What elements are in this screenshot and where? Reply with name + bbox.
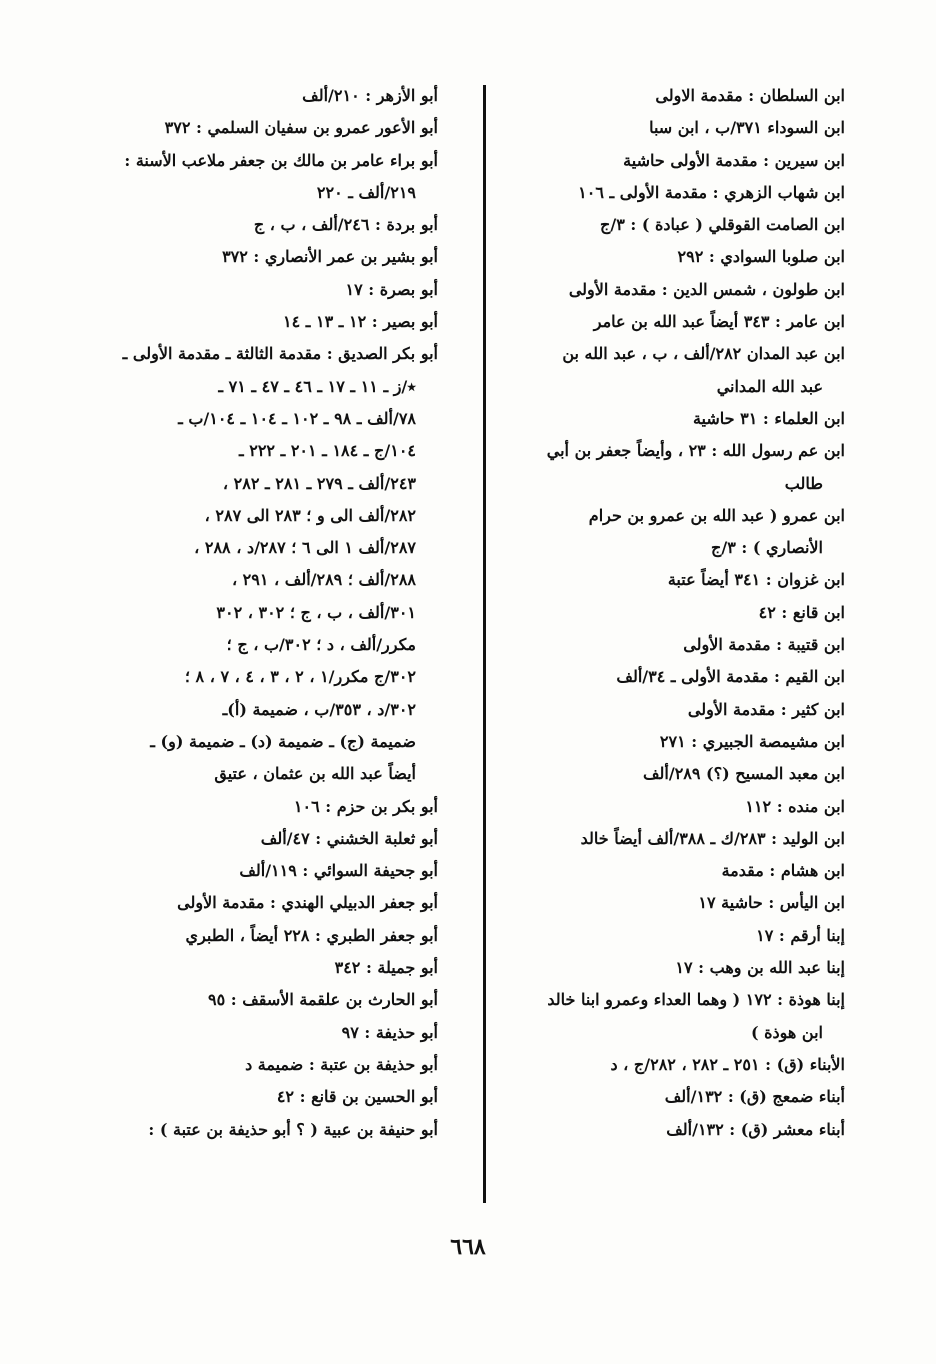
index-entry: أبو بصير : ١٢ ـ ١٣ ـ ١٤ (283, 312, 438, 332)
index-entry: ابن العلماء : ٣١ حاشية (692, 408, 845, 428)
index-entry: ابن قتيبة : مقدمة الأولى (683, 635, 845, 655)
index-entry: أبو جعفر الدبيلي الهندي : مقدمة الأولى (177, 893, 438, 913)
index-entry-continuation: ٣٠٢/ج مكرر/١ ، ٢ ، ٣ ، ٤ ، ٧ ، ٨ ؛ (184, 667, 416, 687)
index-entry: أبو الأزهر : ٢١٠/ألف (302, 86, 438, 105)
index-entry: ابن سيرين : مقدمة الأولى حاشية (623, 150, 845, 170)
index-entry: ابن القيم : مقدمة الأولى ـ ٣٤/ألف (616, 667, 845, 687)
index-entry: إبنا هوذة : ١٧٢ ( وهما العداء وعمرو ابنا خالد (547, 990, 845, 1010)
index-entry: إبنا عبد الله بن وهب : ١٧ (675, 958, 845, 978)
index-entry: ابن عم رسول الله : ٢٣ ، وأيضاً جعفر بن أبي (546, 441, 845, 461)
index-entry: ابن منده : ١١٢ (745, 796, 845, 816)
index-entry-continuation: الأنصاري ) : ٣/ج (711, 538, 823, 558)
index-entry-continuation: ٢١٩/ألف ـ ٢٢٠ (316, 182, 416, 202)
index-entry: ابن غزوان : ٣٤١ أيضاً عتبة (667, 570, 845, 590)
index-entry: أبو بشير بن عمر الأنصاري : ٣٧٢ (222, 247, 438, 267)
column-divider (483, 85, 486, 1203)
index-entry: ابن صلوبا السوادي : ٢٩٢ (677, 247, 845, 267)
index-entry: ابن طولون ، شمس الدين : مقدمة الأولى (568, 279, 845, 299)
index-entry-continuation: ٭/ز ـ ١١ ـ ١٧ ـ ٤٦ ـ ٤٧ ـ ٧١ ـ (218, 376, 416, 396)
index-entry: أبو ثعلبة الخشني : ٤٧/ألف (260, 828, 438, 848)
index-entry: ابن عامر : ٣٤٣ أيضاً عبد الله بن عامر (593, 312, 845, 332)
index-entry: ابن هشام : مقدمة (721, 861, 845, 881)
index-entry: ابن السلطان : مقدمة الاولى (655, 86, 845, 105)
index-entry-continuation: ابن هوذة ) (751, 1022, 823, 1042)
index-entry: ابن السوداء ٣٧١/ب ، ابن سبا (649, 118, 845, 138)
index-entry-continuation: ضميمة (ج) ـ ضميمة (د) ـ ضميمة (و) ـ (150, 731, 416, 751)
index-entry-continuation: ٧٨/ألف ـ ٩٨ ـ ١٠٢ ـ ١٠٤ ـ ١٠٤/ب ـ (178, 408, 416, 428)
page-number: ٦٦٨ (450, 1234, 486, 1260)
index-entry: ابن عبد المدان ٢٨٢/ألف ، ب ، عبد الله بن (562, 344, 845, 364)
index-entry: ابن مشيمصة الجبيري : ٢٧١ (659, 731, 845, 751)
index-entry: ابن معبد المسيح (؟) ٢٨٩/ألف (642, 764, 845, 784)
index-entry: إبنا أرقم : ١٧ (756, 925, 845, 945)
index-entry: أبو جحيفة السوائي : ١١٩/ألف (239, 861, 438, 881)
index-entry: أبو حنيفة بن عبية ( ؟ أبو حذيفة بن عتبة ) : (148, 1119, 438, 1139)
index-entry-continuation: ٢٨٧/ألف ١ الى ٦ ؛ ٢٨٧/د ، ٢٨٨ ، (194, 538, 416, 558)
index-entry-continuation: طالب (784, 473, 823, 493)
index-entry: أبو الأعور عمرو بن سفيان السلمي : ٣٧٢ (164, 118, 438, 138)
index-entry: أبناء معشر (ق) : ١٣٢/ألف (666, 1119, 845, 1139)
index-entry: أبو بردة : ٢٤٦/ألف ، ب ، ج (253, 215, 438, 235)
index-entry-continuation: ٢٨٨/ألف ؛ ٢٨٩/ألف ، ٢٩١ ، (231, 570, 416, 590)
index-entry: أبو جعفر الطبري : ٢٢٨ أيضاً ، الطبري (185, 925, 438, 945)
index-entry: ابن اليأس : حاشية ١٧ (698, 893, 845, 913)
index-entry-continuation: ٣٠١/ألف ، ب ، ج ؛ ٣٠٢ ، ٣٠٢ (216, 602, 416, 622)
index-entry: ابن عمرو ( عبد الله بن عمرو بن حرام (588, 505, 845, 525)
index-entry: أبو جميلة : ٣٤٢ (334, 958, 438, 978)
index-column-right (505, 80, 845, 1146)
index-entry: أبو حذيفة : ٩٧ (341, 1022, 438, 1042)
index-entry-continuation: مكرر/ألف ، د ؛ ٣٠٢/ب ، ج ؛ (226, 635, 416, 655)
index-entry-continuation: أيضاً عبد الله بن عثمان ، عتيق (214, 764, 416, 784)
index-entry: أبو الحارث بن علقمة الأسقف : ٩٥ (207, 990, 438, 1010)
index-entry: ابن شهاب الزهري : مقدمة الأولى ـ ١٠٦ (578, 182, 845, 202)
index-entry: أبو براء عامر بن مالك بن جعفر ملاعب الأسنة : (124, 150, 438, 170)
index-entry: أبو بصرة : ١٧ (345, 279, 438, 299)
index-entry: أبناء ضمعج (ق) : ١٣٢/ألف (664, 1087, 845, 1107)
index-column-left (100, 80, 438, 1146)
index-entry: ابن الوليد : ٢٨٣/ك ـ ٣٨٨/ألف أيضاً خالد (580, 828, 845, 848)
index-entry-continuation: ١٠٤/ج ـ ١٨٤ ـ ٢٠١ ـ ٢٢٢ ـ (238, 441, 416, 461)
index-entry: ابن كثير : مقدمة الأولى (687, 699, 845, 719)
index-entry: ابن قانع : ٤٢ (758, 602, 845, 622)
index-entry: أبو بكر الصديق : مقدمة الثالثة ـ مقدمة الأولى ـ (122, 344, 438, 364)
index-entry: أبو الحسين بن قانع : ٤٢ (276, 1087, 438, 1107)
index-entry-continuation: ٢٨٢/ألف الى و ؛ ٢٨٣ الى ٢٨٧ ، (204, 505, 416, 525)
index-entry-continuation: ٢٤٣/ألف ـ ٢٧٩ ـ ٢٨١ ـ ٢٨٢ ، (222, 473, 416, 493)
index-entry: الأبناء (ق) : ٢٥١ ـ ٢٨٢ ، ٢٨٢/ج ، د (610, 1054, 845, 1074)
index-entry-continuation: عبد الله المداني (716, 376, 823, 396)
index-entry: ابن الصامت القوقلي ( عبادة ) : ٣/ج (600, 215, 845, 235)
index-entry: أبو حذيفة بن عتبة : ضميمة د (245, 1054, 438, 1074)
index-entry-continuation: ٣٠٢/د ، ٣٥٣/ب ، ضميمة (أ)ـ (222, 699, 416, 719)
index-entry: أبو بكر بن حزم : ١٠٦ (293, 796, 438, 816)
